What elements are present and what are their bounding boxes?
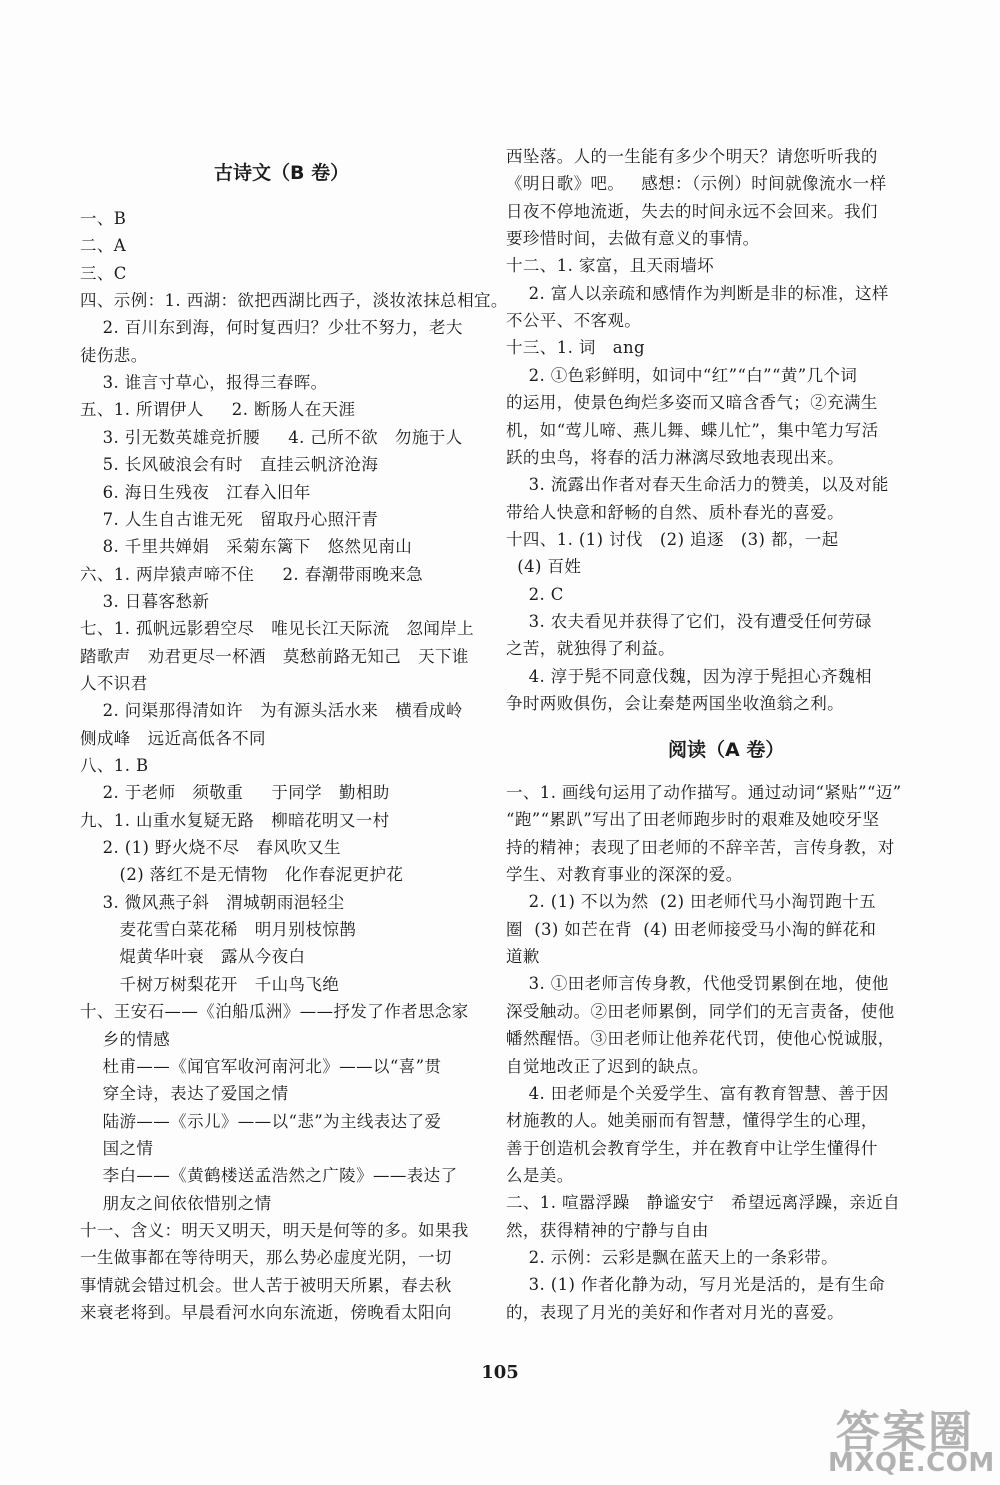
answer-line: 麦花雪白菜花稀 明月别枝惊鹊: [80, 920, 357, 940]
answer-line: 持的精神；表现了田老师的不辞辛苦，言传身教，对: [506, 837, 895, 857]
answer-line: 二、1. 喧嚣浮躁 静谧安宁 希望远离浮躁，亲近自: [506, 1193, 901, 1213]
answer-line: 六、1. 两岸猿声啼不住 2. 春潮带雨晚来急: [80, 564, 423, 584]
answer-line: 然，获得精神的宁静与自由: [506, 1220, 709, 1240]
answer-line: 3. (1) 作者化静为动，写月光是活的，是有生命: [506, 1275, 886, 1295]
answer-line: 十四、1. (1) 讨伐 (2) 追逐 (3) 都，一起: [506, 529, 839, 549]
answer-line: 3. 日暮客愁新: [80, 591, 210, 611]
answer-line: 不公平、不客观。: [506, 311, 642, 331]
answer-line: 2. (1) 野火烧不尽 春风吹又生: [80, 838, 341, 858]
answer-line: 4. 淳于髡不同意伐魏，因为淳于髡担心齐魏相: [506, 666, 872, 686]
watermark-logo: [828, 1396, 995, 1482]
answer-line: 2. 百川东到海，何时复西归？少壮不努力，老大: [80, 318, 463, 338]
answer-line: 十三、1. 词 ang: [506, 338, 645, 358]
answer-line: 5. 长风破浪会有时 直挂云帆济沧海: [80, 455, 379, 475]
answer-line: 2. 于老师 须敬重 于同学 勤相助: [80, 783, 390, 803]
answer-line: 材施教的人。她美丽而有智慧，懂得学生的心理，: [506, 1111, 878, 1131]
answer-line: 穿全诗，表达了爱国之情: [80, 1084, 289, 1104]
answer-line: 2. 示例：云彩是飘在蓝天上的一条彩带。: [506, 1247, 839, 1267]
answer-line: 圈 (3) 如芒在背 (4) 田老师接受马小淘的鲜花和: [506, 919, 877, 939]
answer-line: 来衰老将到。早晨看河水向东流逝，傍晚看太阳向: [80, 1303, 452, 1322]
answer-line: 李白——《黄鹤楼送孟浩然之广陵》——表达了: [80, 1166, 458, 1186]
answer-line: 幡然醒悟。③田老师让他养花代罚，使他心悦诚服，: [506, 1029, 895, 1049]
answer-line: 焜黄华叶衰 露从今夜白: [80, 947, 306, 967]
answer-line: 徒伤悲。: [80, 345, 148, 365]
answer-line: 一、B: [80, 209, 127, 228]
answer-line: 陆游——《示儿》——以“悲”为主线表达了爱: [80, 1111, 442, 1131]
answer-line: (4) 百姓: [506, 557, 582, 577]
answer-line: 么是美。: [506, 1165, 574, 1185]
answer-line: 八、1. B: [80, 756, 149, 775]
answer-line: 7. 人生自古谁无死 留取丹心照汗青: [80, 509, 379, 529]
answer-line: 的运用，使景色绚烂多姿而又暗含香气；②充满生: [506, 393, 878, 413]
answer-line: 3. ①田老师言传身教，代他受罚累倒在地，使他: [506, 974, 889, 994]
answer-line: 人不识君: [80, 673, 148, 693]
answer-line: 一、1. 画线句运用了动作描写。通过动词“紧贴”“迈”: [506, 783, 902, 802]
answer-line: 善于创造机会教育学生，并在教育中让学生懂得什: [506, 1138, 878, 1158]
answer-line: 二、A: [80, 236, 127, 256]
answer-line: 2. 富人以亲疏和感情作为判断是非的标准，这样: [506, 283, 889, 303]
watermark-seal: 答案圈: [836, 1407, 974, 1458]
answer-line: 朋友之间依依惜别之情: [80, 1193, 272, 1213]
answer-line: 自觉地改正了迟到的缺点。: [506, 1056, 709, 1076]
answer-line: 西坠落。人的一生能有多少个明天？请您听听我的: [506, 147, 878, 166]
answer-line: 的，表现了月光的美好和作者对月光的喜爱。: [506, 1302, 844, 1322]
answer-line: 四、示例：1. 西湖：欲把西湖比西子，淡妆浓抹总相宜。: [80, 291, 508, 311]
answer-line: 机，如“莺儿啼、燕儿舞、蝶儿忙”，集中笔力写活: [506, 420, 879, 440]
answer-line: 3. 微风燕子斜 渭城朝雨浥轻尘: [80, 892, 345, 912]
answer-line: 十一、含义：明天又明天，明天是何等的多。如果我: [80, 1220, 469, 1240]
answer-line: 一生做事都在等待明天，那么势必虚度光阴，一切: [80, 1248, 452, 1268]
answer-line: 千树万树梨花开 千山鸟飞绝: [80, 974, 340, 994]
answer-line: 日夜不停地流逝，失去的时间永远不会回来。我们: [506, 201, 878, 221]
answer-line: 2. 问渠那得清如许 为有源头活水来 横看成岭: [80, 701, 463, 721]
answer-line: 侧成峰 远近高低各不同: [80, 728, 266, 748]
section-title-yuedu: 阅读（A 卷）: [668, 739, 785, 761]
answer-line: 乡的情感: [80, 1029, 171, 1049]
answer-line: 要珍惜时间，去做有意义的事情。: [506, 229, 760, 249]
answer-line: 争时两败俱伤，会让秦楚两国坐收渔翁之利。: [506, 694, 844, 713]
answer-line: 五、1. 所谓伊人 2. 断肠人在天涯: [80, 400, 356, 420]
answer-line: 3. 农夫看见并获得了它们，没有遭受任何劳碌: [506, 611, 872, 631]
answer-line: 8. 千里共婵娟 采菊东篱下 悠然见南山: [80, 537, 413, 557]
answer-line: 2. C: [506, 584, 564, 604]
answer-line: 《明日歌》吧。 感想：（示例）时间就像流水一样: [506, 174, 887, 194]
answer-line: 2. ①色彩鲜明，如词中“红”“白”“黄”几个词: [506, 365, 858, 385]
answer-line: 之苦，就独得了利益。: [506, 639, 675, 659]
answer-line: 学生、对教育事业的深深的爱。: [506, 865, 743, 885]
answer-line: 七、1. 孤帆远影碧空尽 唯见长江天际流 忽闻岸上: [80, 619, 475, 639]
answer-line: 十二、1. 家富，且天雨墙坏: [506, 256, 715, 276]
answer-line: 带给人快意和舒畅的自然、质朴春光的喜爱。: [506, 502, 844, 522]
answer-line: 事情就会错过机会。世人苦于被明天所累，春去秋: [80, 1275, 452, 1295]
answer-line: 深受触动。②田老师累倒，同学们的无言责备，使他: [506, 1001, 895, 1021]
answer-line: 3. 引无数英雄竞折腰 4. 己所不欲 勿施于人: [80, 427, 463, 447]
answer-line: 道歉: [506, 947, 540, 967]
answer-line: 4. 田老师是个关爱学生、富有教育智慧、善于因: [506, 1083, 889, 1103]
answer-line: 跃的虫鸟，将春的活力淋漓尽致地表现出来。: [506, 447, 844, 467]
answer-line: (2) 落红不是无情物 化作春泥更护花: [80, 865, 404, 885]
answer-line: 3. 谁言寸草心，报得三春晖。: [80, 373, 328, 393]
page-number: 105: [481, 1362, 519, 1383]
answer-line: 6. 海日生残夜 江春入旧年: [80, 482, 311, 502]
answer-line: 2. (1) 不以为然 (2) 田老师代马小淘罚跑十五: [506, 892, 876, 912]
section-title-gushiwen: 古诗文（B 卷）: [214, 162, 350, 184]
answer-line: 杜甫——《闻官军收河南河北》——以“喜”贯: [80, 1056, 442, 1076]
watermark-url: MXQE.COM: [828, 1448, 995, 1478]
answer-line: 国之情: [80, 1138, 154, 1158]
answer-line: 踏歌声 劝君更尽一杯酒 莫愁前路无知己 天下谁: [80, 646, 469, 666]
answer-line: “跑”“累趴”写出了田老师跑步时的艰难及她咬牙坚: [506, 810, 880, 830]
answer-line: 九、1. 山重水复疑无路 柳暗花明又一村: [80, 810, 390, 830]
answer-line: 十、王安石——《泊船瓜洲》——抒发了作者思念家: [80, 1002, 469, 1022]
answer-line: 3. 流露出作者对春天生命活力的赞美，以及对能: [506, 475, 889, 495]
answer-line: 三、C: [80, 263, 127, 283]
